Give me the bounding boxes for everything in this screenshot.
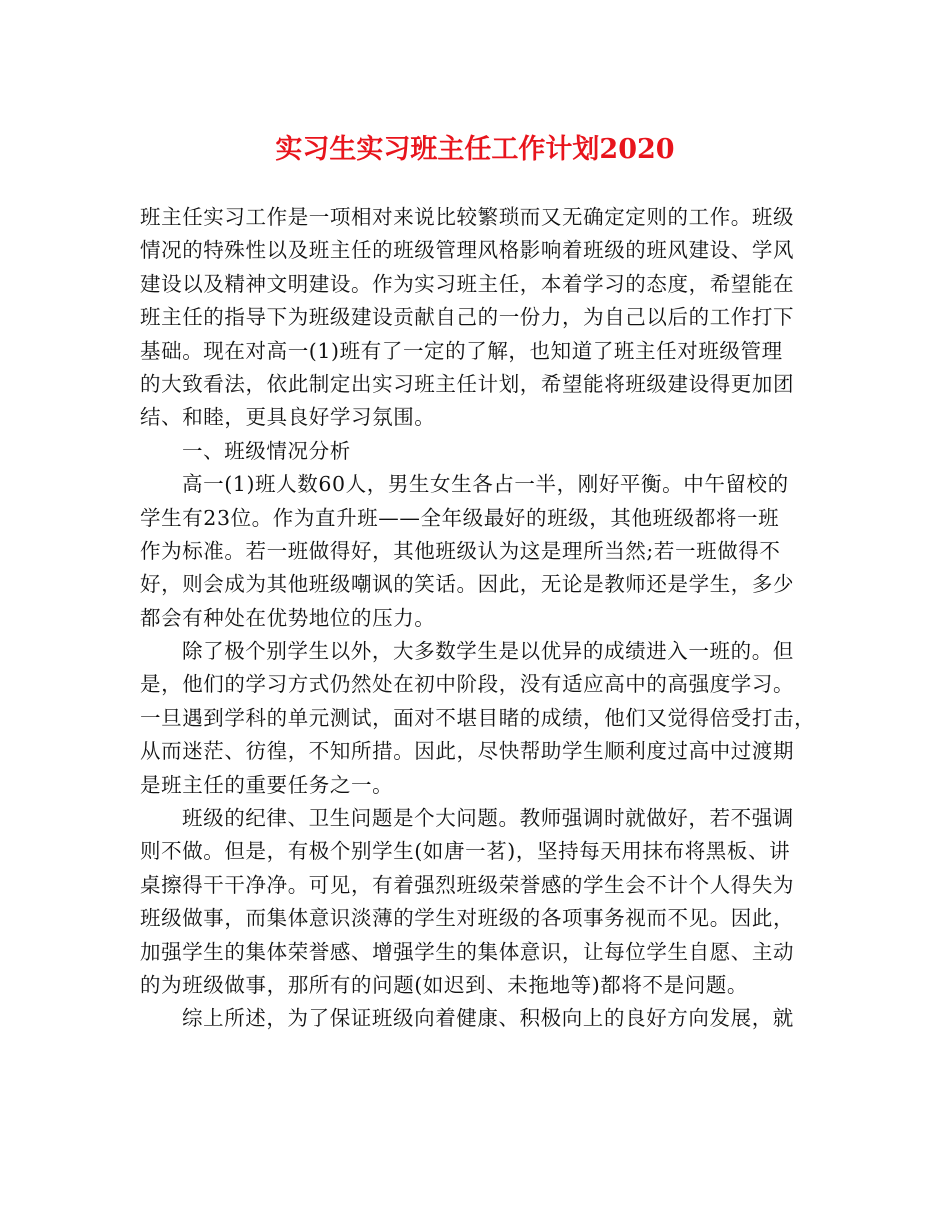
body-line: 一、班级情况分析 bbox=[182, 438, 351, 463]
body-line: 除了极个别学生以外，大多数学生是以优异的成绩进入一班的。但 bbox=[182, 639, 794, 664]
body-line: 结、和睦，更具良好学习氛围。 bbox=[140, 405, 436, 430]
document-title: 实习生实习班主任工作计划2020 bbox=[275, 134, 675, 165]
body-line: 基础。现在对高一(1)班有了一定的了解，也知道了班主任对班级管理 bbox=[140, 338, 783, 363]
body-line: 好，则会成为其他班级嘲讽的笑话。因此，无论是教师还是学生，多少 bbox=[140, 572, 795, 597]
document-body bbox=[140, 201, 830, 1036]
body-line: 桌擦得干干净净。可见，有着强烈班级荣誉感的学生会不计个人得失为 bbox=[140, 872, 795, 897]
body-line: 从而迷茫、彷徨，不知所措。因此，尽快帮助学生顺利度过高中过渡期 bbox=[140, 739, 795, 764]
body-line: 班级做事，而集体意识淡薄的学生对班级的各项事务视而不见。因此， bbox=[140, 906, 795, 931]
body-line: 的为班级做事，那所有的问题(如迟到、未拖地等)都将不是问题。 bbox=[140, 972, 748, 997]
body-line: 都会有种处在优势地位的压力。 bbox=[140, 605, 436, 630]
body-line: 是，他们的学习方式仍然处在初中阶段，没有适应高中的高强度学习。 bbox=[140, 672, 795, 697]
body-line: 是班主任的重要任务之一。 bbox=[140, 772, 394, 797]
body-line: 建设以及精神文明建设。作为实习班主任，本着学习的态度，希望能在 bbox=[140, 271, 795, 296]
body-line: 班主任实习工作是一项相对来说比较繁琐而又无确定定则的工作。班级 bbox=[140, 205, 795, 229]
body-line: 综上所述，为了保证班级向着健康、积极向上的良好方向发展，就 bbox=[182, 1006, 794, 1031]
body-line: 作为标准。若一班做得好，其他班级认为这是理所当然;若一班做得不 bbox=[140, 538, 781, 563]
body-line: 一旦遇到学科的单元测试，面对不堪目睹的成绩，他们又觉得倍受打击， bbox=[140, 705, 816, 730]
body-line: 高一(1)班人数60人，男生女生各占一半，刚好平衡。中午留校的 bbox=[182, 472, 789, 497]
body-line: 班级的纪律、卫生问题是个大问题。教师强调时就做好，若不强调 bbox=[182, 806, 794, 831]
body-line: 加强学生的集体荣誉感、增强学生的集体意识，让每位学生自愿、主动 bbox=[140, 939, 795, 964]
body-line: 情况的特殊性以及班主任的班级管理风格影响着班级的班风建设、学风 bbox=[140, 238, 795, 263]
body-line: 班主任的指导下为班级建设贡献自己的一份力，为自己以后的工作打下 bbox=[140, 305, 795, 330]
body-line: 则不做。但是，有极个别学生(如唐一茗)，坚持每天用抹布将黑板、讲 bbox=[140, 839, 791, 864]
body-line: 学生有23位。作为直升班——全年级最好的班级，其他班级都将一班 bbox=[140, 505, 780, 530]
body-line: 的大致看法，依此制定出实习班主任计划，希望能将班级建设得更加团 bbox=[140, 371, 795, 396]
